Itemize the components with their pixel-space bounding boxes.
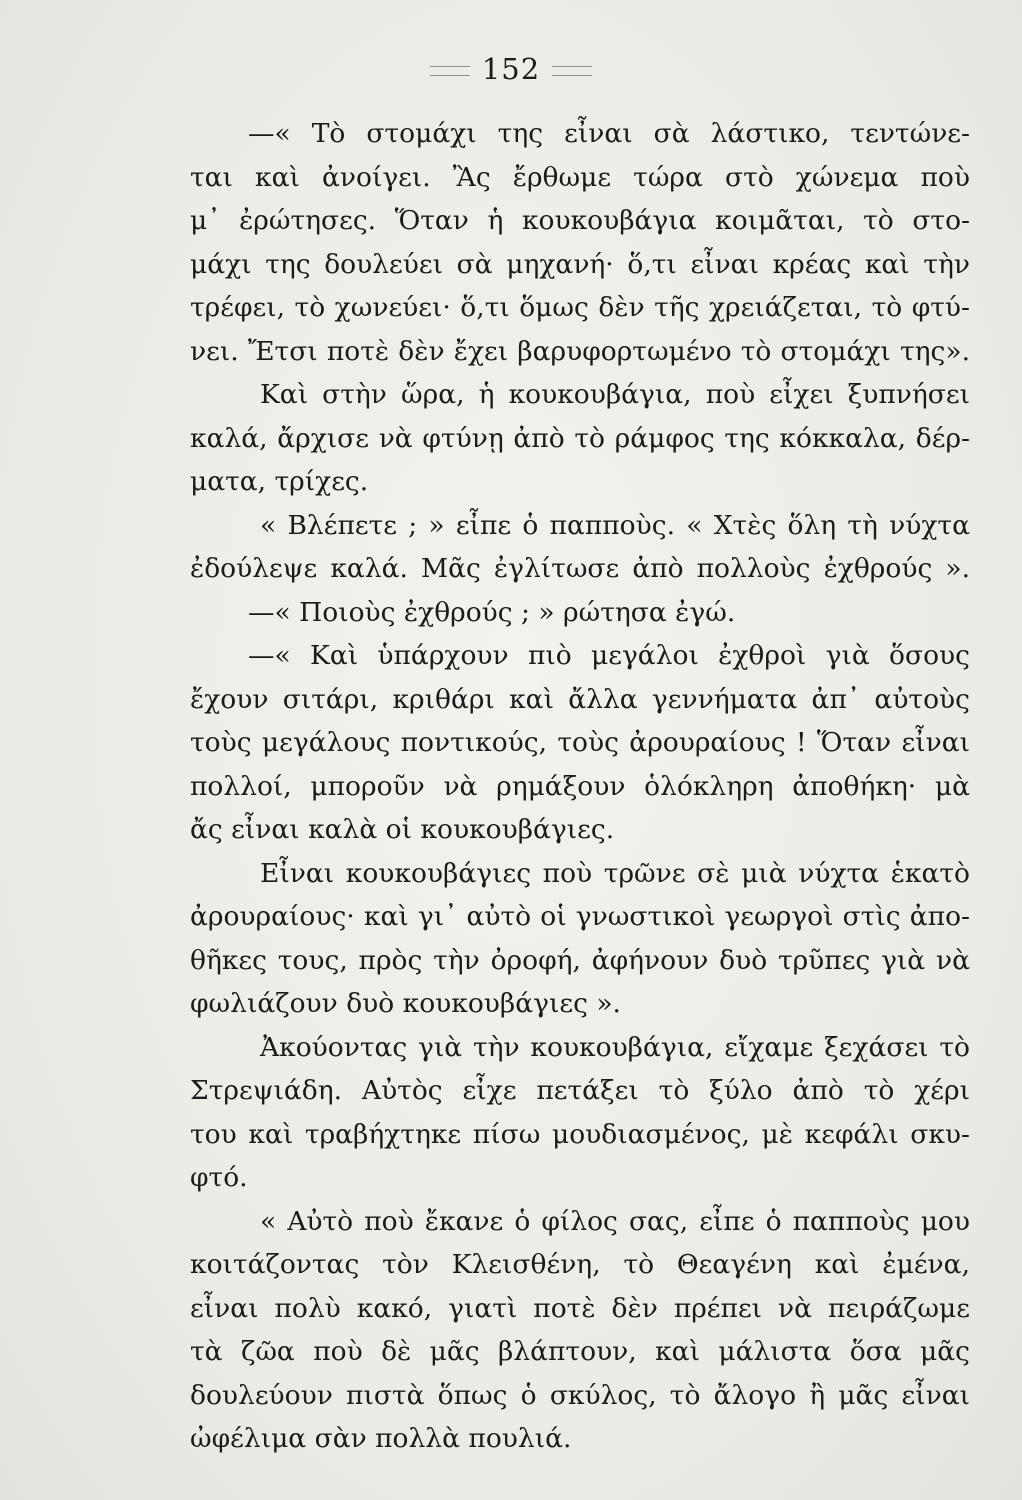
text-line: ἀρουραίους· καὶ γι᾿ αὐτὸ οἱ γνωστικοὶ γεωργοὶ στὶς ἀπο- xyxy=(190,901,970,932)
text-line: πολλοί, μποροῦν νὰ ρημάξουν ὁλόκληρη ἀποθήκη· μὰ xyxy=(190,770,970,802)
text-line: Καὶ στὴν ὥρα, ἡ κουκουβάγια, ποὺ εἶχει ξυπνήσει xyxy=(260,379,970,410)
text-line: δουλεύουν πιστὰ ὅπως ὁ σκύλος, τὸ ἄλογο ἢ μᾶς εἶναι xyxy=(190,1379,970,1411)
text-line: ἔχουν σιτάρι, κριθάρι καὶ ἄλλα γεννήματα ἀπ᾿ αὐτοὺς xyxy=(190,683,970,715)
text-line: θῆκες τους, πρὸς τὴν ὀροφή, ἀφήνουν δυὸ τρῦπες γιὰ νὰ xyxy=(190,944,970,976)
text-line: —« Τὸ στομάχι της εἶναι σὰ λάστικο, τεντώνε- xyxy=(248,118,970,149)
text-line: —« Καὶ ὑπάρχουν πιὸ μεγάλοι ἐχθροὶ γιὰ ὅσους xyxy=(248,640,970,671)
text-line: καλά, ἄρχισε νὰ φτύνῃ ἀπὸ τὸ ράμφος της κόκκαλα, δέρ- xyxy=(190,422,970,454)
text-line: Εἶναι κουκουβάγιες ποὺ τρῶνε σὲ μιὰ νύχτα ἑκατὸ xyxy=(260,857,970,889)
page-number: 152 xyxy=(481,52,541,86)
text-line: « Αὐτὸ ποὺ ἔκανε ὁ φίλος σας, εἶπε ὁ παπποὺς μου xyxy=(260,1205,970,1237)
text-line: « Βλέπετε ; » εἶπε ὁ παπποὺς. « Χτὲς ὅλη τὴ νύχτα xyxy=(260,509,970,541)
text-line: μ᾿ ἐρώτησες. Ὅταν ἡ κουκουβάγια κοιμᾶται, τὸ στο- xyxy=(190,205,970,236)
text-line: ὠφέλιμα σὰν πολλὰ πουλιά. xyxy=(190,1423,572,1454)
text-line: τοὺς μεγάλους ποντικούς, τοὺς ἀρουραίους ! Ὅταν εἶναι xyxy=(190,727,970,758)
header-rule-right xyxy=(552,66,592,76)
text-line: τὰ ζῶα ποὺ δὲ μᾶς βλάπτουν, καὶ μάλιστα ὅσα μᾶς xyxy=(190,1336,970,1367)
text-line: φωλιάζουν δυὸ κουκουβάγιες ». xyxy=(190,988,621,1019)
text-line: ται καὶ ἀνοίγει. Ἂς ἔρθωμε τώρα στὸ χώνεμα ποὺ xyxy=(190,161,970,193)
page-header xyxy=(0,52,1022,86)
text-line: κοιτάζοντας τὸν Κλεισθένη, τὸ Θεαγένη καὶ ἐμένα, xyxy=(190,1249,970,1280)
text-line: ματα, τρίχες. xyxy=(190,466,369,497)
text-line: Ἀκούοντας γιὰ τὴν κουκουβάγια, εἴχαμε ξεχάσει τὸ xyxy=(260,1031,970,1063)
text-line: εἶναι πολὺ κακό, γιατὶ ποτὲ δὲν πρέπει νὰ πειράζωμε xyxy=(190,1292,970,1324)
text-line: τρέφει, τὸ χωνεύει· ὅ,τι ὅμως δὲν τῆς χρειάζεται, τὸ φτύ- xyxy=(190,292,970,323)
text-line: ἄς εἶναι καλὰ οἱ κουκουβάγιες. xyxy=(190,814,615,845)
text-line: μάχι της δουλεύει σὰ μηχανή· ὅ,τι εἶναι κρέας καὶ τὴν xyxy=(190,248,970,280)
text-line: ἐδούλεψε καλά. Μᾶς ἐγλίτωσε ἀπὸ πολλοὺς ἐχθρούς ». xyxy=(190,553,970,584)
text-line: του καὶ τραβήχτηκε πίσω μουδιασμένος, μὲ κεφάλι σκυ- xyxy=(190,1118,970,1150)
text-line: —« Ποιοὺς ἐχθρούς ; » ρώτησα ἐγώ. xyxy=(248,596,736,628)
body-text xyxy=(190,112,970,1461)
header-rule-left xyxy=(430,66,470,76)
text-line: Στρεψιάδη. Αὐτὸς εἶχε πετάξει τὸ ξύλο ἀπὸ τὸ χέρι xyxy=(190,1075,970,1106)
text-line: φτό. xyxy=(190,1162,248,1193)
text-line: νει. Ἔτσι ποτὲ δὲν ἔχει βαρυφορτωμένο τὸ στομάχι της». xyxy=(190,335,970,367)
